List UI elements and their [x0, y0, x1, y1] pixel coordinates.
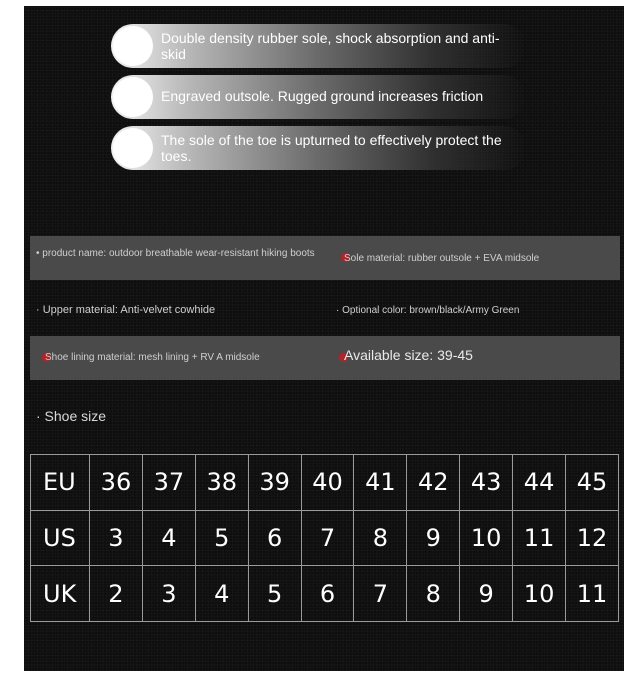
size-cell: 10 — [460, 510, 513, 566]
size-cell: 6 — [301, 566, 354, 622]
feature-text: Engraved outsole. Rugged ground increases friction — [161, 88, 484, 104]
size-cell: 11 — [513, 510, 566, 566]
feature-bullet-icon — [113, 128, 153, 168]
feature-bullet-icon — [113, 77, 153, 117]
product-detail-panel — [24, 6, 624, 671]
spec-available-size: Available size: 39-45 — [344, 347, 473, 363]
feature-pill-3 — [111, 126, 526, 170]
spec-product-name: • product name: outdoor breathable wear-resistant hiking boots — [36, 248, 315, 259]
size-cell: 42 — [407, 455, 460, 511]
spec-sole-material: Sole material: rubber outsole + EVA midsole — [344, 253, 540, 264]
size-row-label: US — [31, 510, 90, 566]
size-cell: 45 — [566, 455, 619, 511]
size-cell: 44 — [513, 455, 566, 511]
size-cell: 41 — [354, 455, 407, 511]
size-cell: 4 — [195, 566, 248, 622]
size-cell: 5 — [248, 566, 301, 622]
size-cell: 10 — [513, 566, 566, 622]
size-cell: 11 — [566, 566, 619, 622]
size-table — [30, 454, 619, 622]
size-cell: 43 — [460, 455, 513, 511]
size-cell: 38 — [195, 455, 248, 511]
spec-row-1 — [30, 236, 620, 280]
size-cell: 39 — [248, 455, 301, 511]
size-cell: 9 — [407, 510, 460, 566]
feature-text: The sole of the toe is upturned to effectively protect the toes. — [161, 132, 502, 164]
size-cell: 3 — [142, 566, 195, 622]
feature-pill-1 — [111, 24, 526, 68]
size-cell: 3 — [90, 510, 143, 566]
size-cell: 7 — [354, 566, 407, 622]
size-cell: 12 — [566, 510, 619, 566]
size-row-us — [31, 510, 619, 566]
size-cell: 9 — [460, 566, 513, 622]
spec-lining-material: Shoe lining material: mesh lining + RV A midsole — [45, 352, 260, 363]
spec-optional-color: · Optional color: brown/black/Army Green — [336, 305, 520, 316]
feature-text: Double density rubber sole, shock absorption and anti-skid — [161, 30, 500, 62]
size-cell: 40 — [301, 455, 354, 511]
spec-upper-material: · Upper material: Anti-velvet cowhide — [36, 304, 216, 316]
feature-pill-2 — [111, 75, 526, 119]
size-row-label: EU — [31, 455, 90, 511]
size-cell: 2 — [90, 566, 143, 622]
size-cell: 8 — [407, 566, 460, 622]
size-row-uk — [31, 566, 619, 622]
shoe-size-title: · Shoe size — [36, 408, 107, 424]
spec-row-3 — [30, 336, 620, 380]
size-cell: 8 — [354, 510, 407, 566]
size-cell: 4 — [142, 510, 195, 566]
size-row-label: UK — [31, 566, 90, 622]
feature-bullet-icon — [113, 26, 153, 66]
size-cell: 5 — [195, 510, 248, 566]
size-row-eu — [31, 455, 619, 511]
size-cell: 37 — [142, 455, 195, 511]
size-cell: 6 — [248, 510, 301, 566]
spec-row-2 — [30, 290, 620, 334]
size-cell: 36 — [90, 455, 143, 511]
size-cell: 7 — [301, 510, 354, 566]
